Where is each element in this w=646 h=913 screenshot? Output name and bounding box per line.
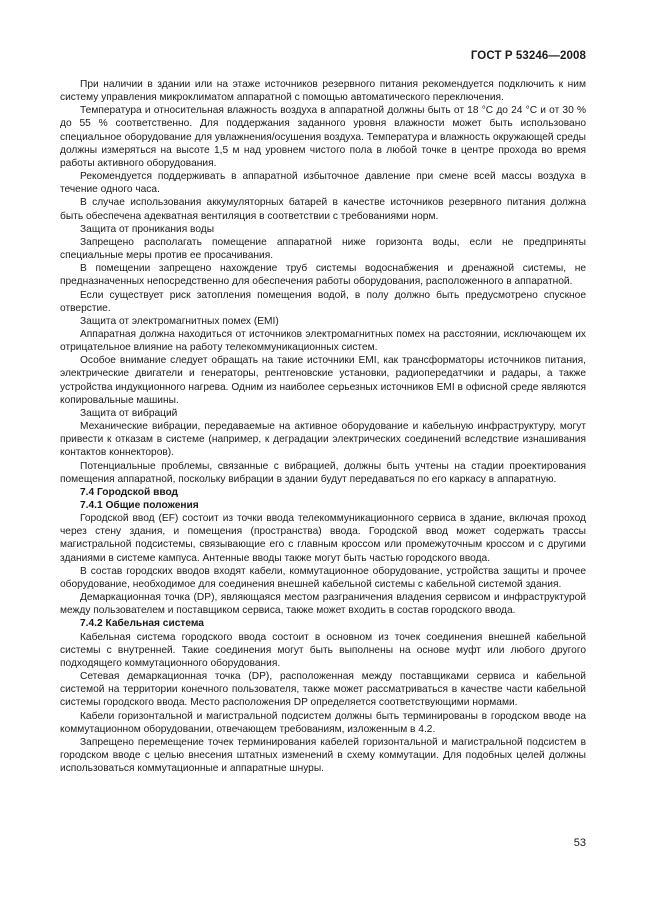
body-paragraph: Демаркационная точка (DP), являющаяся местом разграничения владения сервисом и инфраструктурой между пользователем и поставщиком сервиса, также может входить в состав городского ввода.: [60, 592, 586, 617]
section-heading: 7.4.1 Общие положения: [80, 500, 199, 511]
body-paragraph: Если существует риск затопления помещения водой, в полу должно быть предусмотрено спускное отверстие.: [60, 289, 586, 314]
body-paragraph: Сетевая демаркационная точка (DP), расположенная между поставщиками сервиса и кабельной системой на территории конечного пользователя, также может рассматриваться в качестве части кабельной системы городского ввода. Место расположения DP определяется соответствующими нормами.: [60, 671, 586, 709]
body-paragraph: Температура и относительная влажность воздуха в аппаратной должны быть от 18 °С до 24 °С и от 30 % до 55 % соответственно. Для поддержания заданного уровня влажности может быть использовано специальное оборудование для увлажнения/осушения воздуха. Температура и влажность окружающей среды должны измеряться на высоте 1,5 м над уровнем чистого пола в любой точке в центре прохода во время работы активного оборудования.: [60, 105, 586, 169]
body-paragraph: Потенциальные проблемы, связанные с вибрацией, должны быть учтены на стадии проектирования помещения аппаратной, поскольку вибрации в здании будут передаваться по его каркасу в аппаратную.: [60, 460, 586, 485]
page-number: 53: [573, 837, 586, 849]
document-body: [60, 78, 586, 775]
body-paragraph: Особое внимание следует обращать на такие источники EMI, как трансформаторы источников питания, электрические двигатели и генераторы, рентгеновские установки, радиопередатчики и радары, а также устройства индукционного нагрева. Одним из наиболее серьезных источников EMI в офисной среде являются копировальные машины.: [60, 355, 586, 406]
document-code-header: ГОСТ Р 53246—2008: [470, 50, 586, 62]
body-paragraph: В случае использования аккумуляторных батарей в качестве источников резервного питания должна быть обеспечена адекватная вентиляция в соответствии с требованиями норм.: [60, 197, 586, 222]
body-paragraph: Городской ввод (EF) состоит из точки ввода телекоммуникационного сервиса в здание, включая проход через стену здания, и помещения (пространства) ввода. Городской ввод может содержать трассы магистральной подсистемы, связывающие его с главным кроссом или промежуточным кроссом и с другими зданиями в системе кампуса. Антенные вводы также могут быть частью городского ввода.: [60, 513, 586, 564]
body-paragraph: Защита от проникания воды: [80, 223, 215, 235]
body-paragraph: В состав городских вводов входят кабели, коммутационное оборудование, устройства защиты и прочее оборудование, необходимое для соединения внешней кабельной системы с кабельной системой здания.: [60, 565, 586, 590]
body-paragraph: Защита от электромагнитных помех (EMI): [80, 315, 279, 327]
body-paragraph: Запрещено располагать помещение аппаратной ниже горизонта воды, если не предприняты специальные меры против ее просачивания.: [60, 236, 586, 262]
body-paragraph: Аппаратная должна находиться от источников электромагнитных помех на расстоянии, исключающем их отрицательное влияние на работу телекоммуникационных систем.: [60, 328, 586, 354]
body-paragraph: Запрещено перемещение точек терминирования кабелей горизонтальной и магистральной подсистем в городском вводе с целью внесения штатных изменений в схему коммутации. Для подобных целей должны использоваться коммутационные и аппаратные шнуры.: [60, 736, 586, 775]
body-paragraph: В помещении запрещено нахождение труб системы водоснабжения и дренажной системы, не предназначенных непосредственно для обеспечения работы оборудования, расположенного в аппаратной.: [60, 263, 586, 288]
body-paragraph: При наличии в здании или на этаже источников резервного питания рекомендуется подключить к ним систему управления микроклиматом аппаратной с помощью автоматического переключения.: [60, 79, 586, 104]
body-paragraph: Механические вибрации, передаваемые на активное оборудование и кабельную инфраструктуру, могут привести к отказам в системе (например, к деградации электрических соединений вследствие изнашивания контактов коннекторов).: [60, 421, 586, 459]
section-heading: 7.4 Городской ввод: [80, 486, 179, 498]
body-paragraph: Кабели горизонтальной и магистральной подсистем должны быть терминированы в городском вводе на коммутационном оборудовании, отвечающем требованиям, изложенным в 4.2.: [60, 710, 586, 735]
body-paragraph: Рекомендуется поддерживать в аппаратной избыточное давление при смене всей массы воздуха в течение одного часа.: [60, 171, 586, 196]
body-paragraph: Кабельная система городского ввода состоит в основном из точек соединения внешней кабельной системы с внутренней. Такие соединения могут быть выполнены на основе муфт или любого другого подходящего коммутационного оборудования.: [60, 631, 586, 669]
body-paragraph: Защита от вибраций: [80, 407, 178, 419]
section-heading: 7.4.2 Кабельная система: [80, 618, 204, 630]
